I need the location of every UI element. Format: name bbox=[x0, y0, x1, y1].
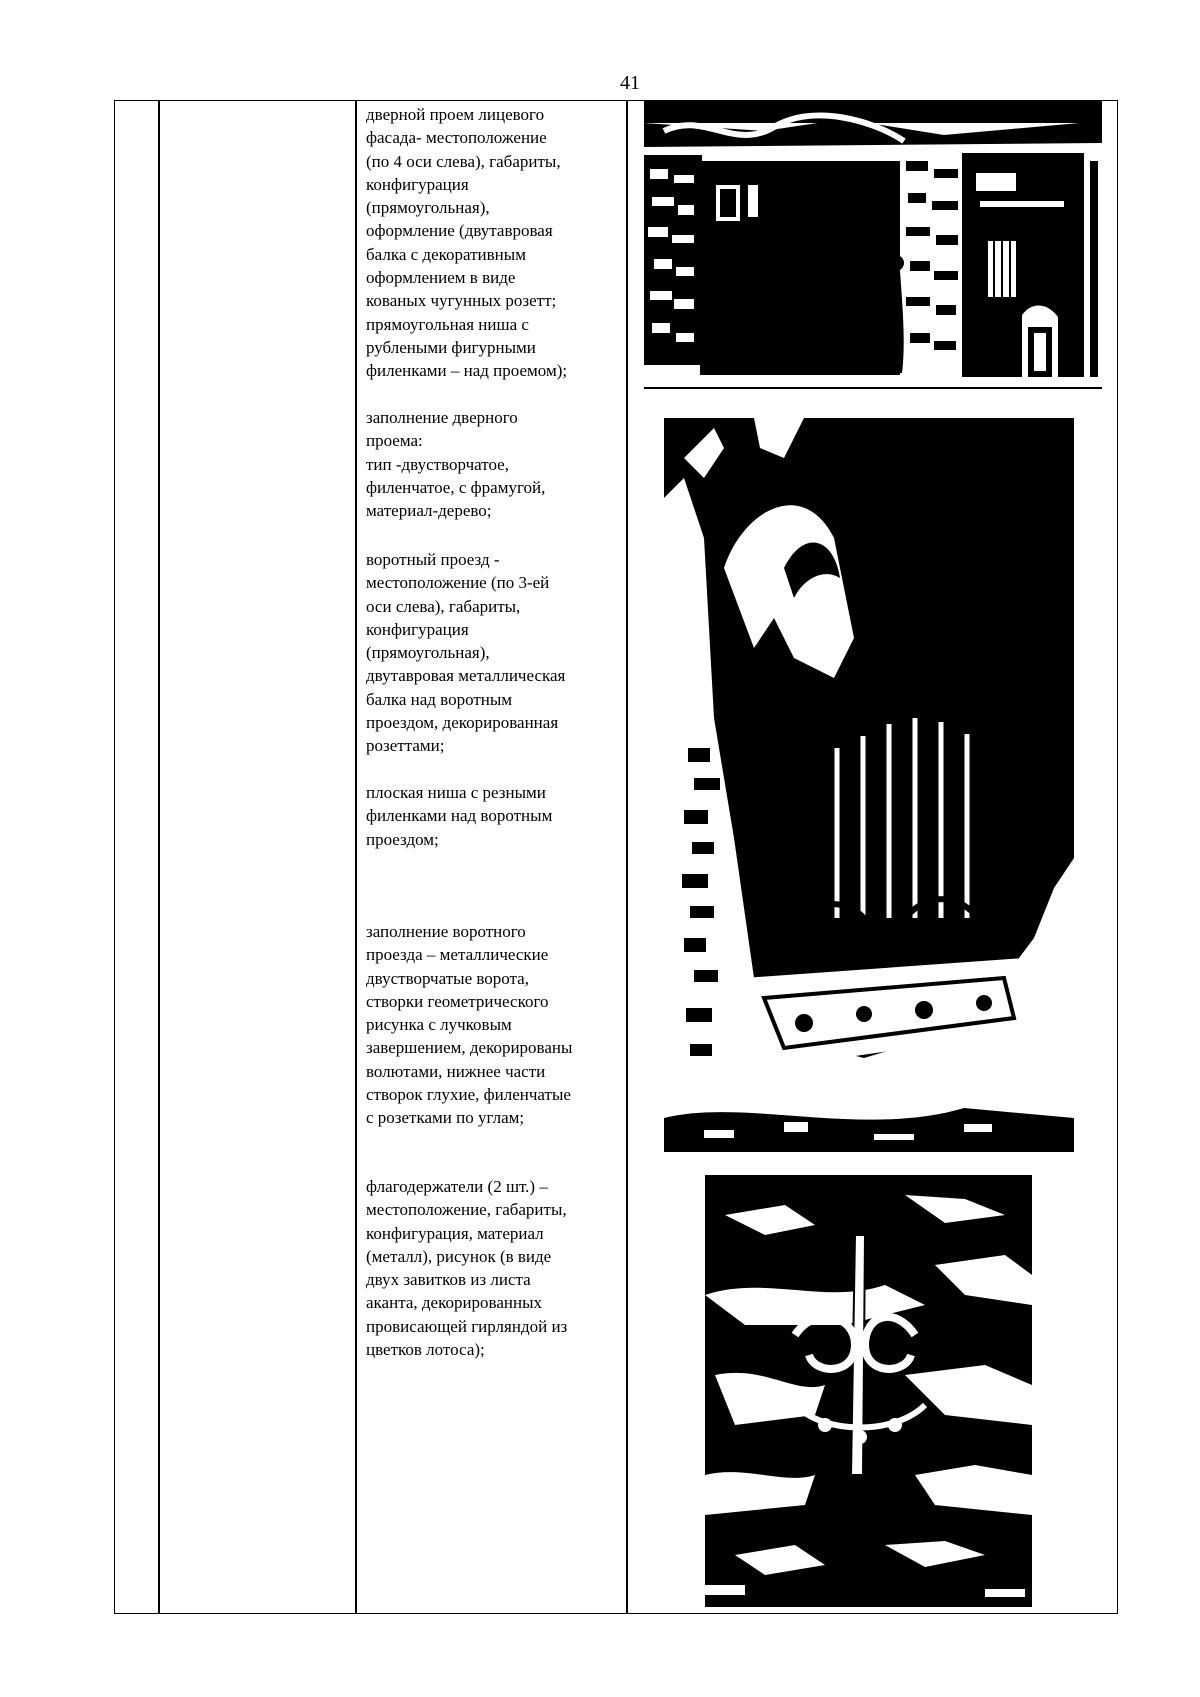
column-divider-1 bbox=[158, 100, 160, 1614]
text-line: (прямоугольная), bbox=[366, 643, 490, 663]
text-line: флагодержатели (2 шт.) – bbox=[366, 1177, 548, 1196]
description-door-fill bbox=[366, 406, 616, 522]
text-line: филенками – над проемом); bbox=[366, 361, 568, 381]
text-line: розеттами; bbox=[366, 736, 445, 756]
text-line: провисающей гирляндой из bbox=[366, 1316, 568, 1336]
column-divider-3 bbox=[626, 100, 628, 1614]
text-line: дверной проем лицевого bbox=[366, 105, 545, 124]
text-line: прямоугольная ниша с bbox=[366, 314, 529, 334]
text-line: заполнение дверного bbox=[366, 408, 518, 427]
photo-door-opening bbox=[644, 101, 1102, 393]
description-flat-niche bbox=[366, 781, 616, 851]
text-line: двух завитков из листа bbox=[366, 1270, 531, 1290]
description-gate-passage bbox=[366, 548, 616, 758]
page-number: 41 bbox=[620, 72, 640, 94]
photo-metal-gate bbox=[664, 418, 1074, 1152]
description-gate-fill bbox=[366, 920, 616, 1130]
photo-metal-gate-graphic bbox=[664, 418, 1074, 1152]
description-flag-holders bbox=[366, 1175, 616, 1361]
text-line: конфигурация bbox=[366, 619, 469, 639]
photo-flag-holder bbox=[705, 1175, 1032, 1607]
text-line: завершением, декорированы bbox=[366, 1038, 573, 1058]
text-line: оси слева), габариты, bbox=[366, 596, 521, 616]
text-line: материал-дерево; bbox=[366, 501, 492, 521]
text-line: конфигурация, материал bbox=[366, 1223, 544, 1243]
text-line: фасада- местоположение bbox=[366, 128, 547, 148]
text-line: рисунка с лучковым bbox=[366, 1015, 512, 1035]
text-line: проезда – металлические bbox=[366, 945, 549, 965]
text-line: двустворчатые ворота, bbox=[366, 968, 529, 988]
text-line: местоположение, габариты, bbox=[366, 1200, 567, 1220]
text-line: проездом, декорированная bbox=[366, 713, 559, 733]
text-line: балка с декоративным bbox=[366, 244, 526, 264]
text-line: воротный проезд - bbox=[366, 550, 500, 569]
text-line: створки геометрического bbox=[366, 991, 549, 1011]
text-line: оформление (двутавровая bbox=[366, 221, 553, 241]
text-line: двутавровая металлическая bbox=[366, 666, 566, 686]
text-line: оформлением в виде bbox=[366, 268, 516, 288]
text-line: кованых чугунных розетт; bbox=[366, 291, 557, 311]
text-line: створок глухие, филенчатые bbox=[366, 1085, 571, 1105]
text-line: (прямоугольная), bbox=[366, 198, 490, 218]
text-line: рублеными фигурными bbox=[366, 337, 536, 357]
text-line: балка над воротным bbox=[366, 689, 513, 709]
photo-flag-holder-graphic bbox=[705, 1175, 1032, 1607]
text-line: с розетками по углам; bbox=[366, 1108, 525, 1128]
text-line: плоская ниша с резными bbox=[366, 783, 546, 802]
text-line: местоположение (по 3-ей bbox=[366, 573, 550, 593]
text-line: аканта, декорированных bbox=[366, 1293, 543, 1313]
text-line: проездом; bbox=[366, 829, 439, 849]
text-line: тип -двустворчатое, bbox=[366, 454, 509, 474]
text-line: волютами, нижнее части bbox=[366, 1061, 546, 1081]
text-line: конфигурация bbox=[366, 174, 469, 194]
text-line: цветков лотоса); bbox=[366, 1340, 485, 1360]
column-divider-2 bbox=[355, 100, 357, 1614]
description-door-opening bbox=[366, 103, 616, 383]
text-line: (металл), рисунок (в виде bbox=[366, 1246, 552, 1266]
text-line: филенчатое, с фрамугой, bbox=[366, 477, 546, 497]
text-line: филенками над воротным bbox=[366, 806, 553, 826]
text-line: (по 4 оси слева), габариты, bbox=[366, 151, 561, 171]
text-line: заполнение воротного bbox=[366, 922, 526, 941]
photo-door-opening-graphic bbox=[644, 101, 1102, 393]
text-line: проема: bbox=[366, 431, 423, 451]
